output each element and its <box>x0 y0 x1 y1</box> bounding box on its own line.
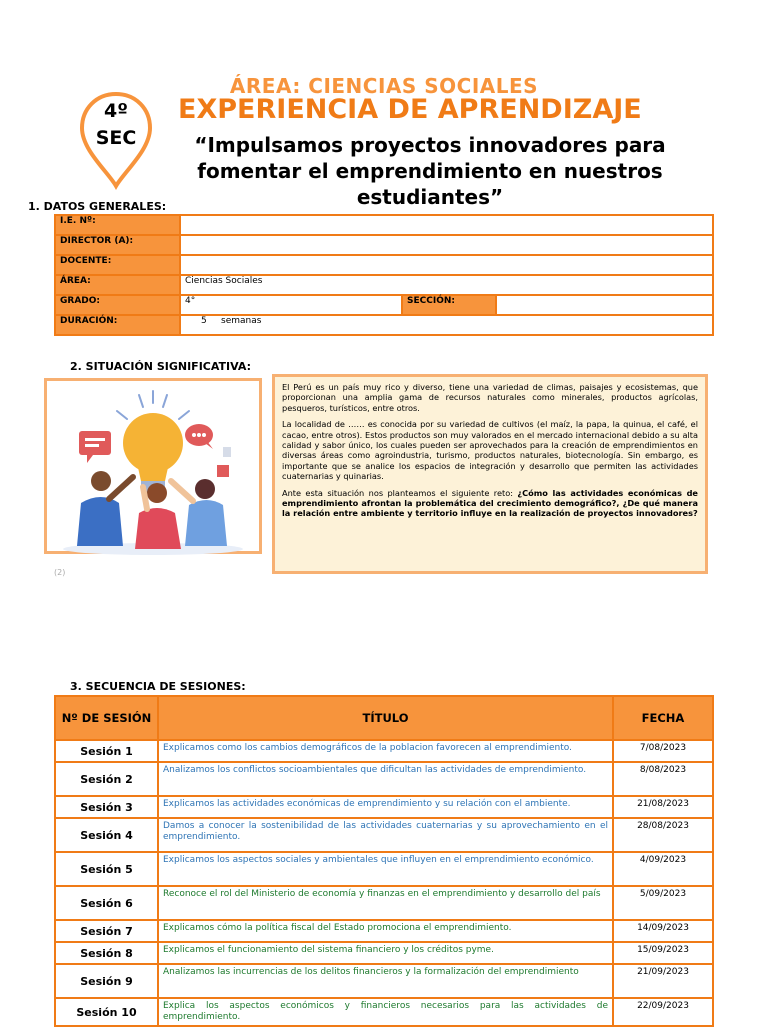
session-date: 8/08/2023 <box>613 762 713 796</box>
session-date: 4/09/2023 <box>613 852 713 886</box>
seccion-value <box>496 295 713 315</box>
session-date: 21/08/2023 <box>613 796 713 818</box>
table-row <box>55 796 713 818</box>
table-row <box>55 920 713 942</box>
situacion-paragraph-2: La localidad de …… es conocida por su variedad de cultivos (el maíz, la papa, la quinua, el café, el cacao, entre otros). Estos productos son muy valorados en el mercado internacional debido a su alta calidad y sabor único, los cuales pueden ser aprovechados para la creación de emprendimientos en diversas áreas como agroindustria, turismo, productos naturales, biotecnología. Sin embargo, es importante que se analice los espacios de integración y desarrollo que permiten las actividades cuaternarias y quinarias. <box>282 419 698 482</box>
table-row <box>55 295 713 315</box>
grade-badge-level: SEC <box>95 127 137 149</box>
situacion-text-box <box>272 374 708 574</box>
lightbulb-team-icon <box>47 381 259 551</box>
session-name: Sesión 1 <box>55 740 158 762</box>
table-row <box>55 818 713 852</box>
reto-question: ¿Cómo las actividades económicas de emprendimiento afrontan la problemática del crecimiento demográfico?, ¿De qué manera la relación entre ambiente y territorio influye en la realización de proyectos innovadores? <box>282 487 698 519</box>
session-title: Explicamos cómo la política fiscal del Estado promociona el emprendimiento. <box>158 920 613 942</box>
table-row <box>55 215 713 235</box>
sesiones-body <box>55 740 713 1026</box>
ie-label: I.E. Nº: <box>55 215 180 235</box>
session-name: Sesión 5 <box>55 852 158 886</box>
reto-intro: Ante esta situación nos planteamos el siguiente reto: <box>282 487 518 498</box>
area-label: ÁREA: <box>55 275 180 295</box>
session-title: Explicamos las actividades económicas de emprendimiento y su relación con el ambiente. <box>158 796 613 818</box>
col-session-header: Nº DE SESIÓN <box>55 696 158 740</box>
sesiones-table <box>54 695 714 1027</box>
director-label: DIRECTOR (A): <box>55 235 180 255</box>
session-title: Explica los aspectos económicos y financieros necesarios para las actividades de emprendimiento. <box>158 998 613 1026</box>
session-date: 7/08/2023 <box>613 740 713 762</box>
session-title: Explicamos como los cambios demográficos de la poblacion favorecen al emprendimiento. <box>158 740 613 762</box>
session-date: 5/09/2023 <box>613 886 713 920</box>
table-row <box>55 942 713 964</box>
session-title: Reconoce el rol del Ministerio de economía y finanzas en el emprendimiento y desarrollo del país <box>158 886 613 920</box>
session-name: Sesión 9 <box>55 964 158 998</box>
table-row <box>55 235 713 255</box>
table-row <box>55 998 713 1026</box>
session-title: Explicamos el funcionamiento del sistema financiero y los créditos pyme. <box>158 942 613 964</box>
ie-value <box>180 215 713 235</box>
session-title: Explicamos los aspectos sociales y ambientales que influyen en el emprendimiento económico. <box>158 852 613 886</box>
session-date: 15/09/2023 <box>613 942 713 964</box>
experience-subtitle: “Impulsamos proyectos innovadores para fomentar el emprendimiento en nuestros estudiantes” <box>194 133 666 209</box>
situacion-heading: 2. SITUACIÓN SIGNIFICATIVA: <box>70 360 252 373</box>
session-name: Sesión 6 <box>55 886 158 920</box>
area-value: Ciencias Sociales <box>180 275 713 295</box>
table-row <box>55 740 713 762</box>
seccion-label: SECCIÓN: <box>402 295 496 315</box>
situacion-paragraph-3 <box>282 488 698 519</box>
area-title: ÁREA: CIENCIAS SOCIALES <box>229 74 539 98</box>
grade-badge <box>78 98 154 152</box>
session-date: 21/09/2023 <box>613 964 713 998</box>
docente-label: DOCENTE: <box>55 255 180 275</box>
duracion-value: 5 semanas <box>180 315 713 335</box>
session-title: Analizamos los conflictos socioambientales que dificultan las actividades de emprendimiento. <box>158 762 613 796</box>
session-name: Sesión 8 <box>55 942 158 964</box>
table-row <box>55 255 713 275</box>
grade-badge-number: 4º <box>104 100 128 122</box>
grado-value: 4° <box>180 295 402 315</box>
table-row <box>55 762 713 796</box>
illustration-caption: (2) <box>54 568 66 577</box>
session-date: 22/09/2023 <box>613 998 713 1026</box>
session-title: Damos a conocer la sostenibilidad de las actividades cuaternarias y su aprovechamiento en el emprendimiento. <box>158 818 613 852</box>
situacion-paragraph-1: El Perú es un país muy rico y diverso, tiene una variedad de climas, paisajes y ecosistemas, que proporcionan una amplia gama de recursos naturales como minerales, productos agrícolas, pesqueros, turísticos, entre otros. <box>282 382 698 413</box>
session-date: 14/09/2023 <box>613 920 713 942</box>
table-row <box>55 964 713 998</box>
session-date: 28/08/2023 <box>613 818 713 852</box>
datos-table <box>54 214 714 336</box>
session-name: Sesión 4 <box>55 818 158 852</box>
grado-label: GRADO: <box>55 295 180 315</box>
innovation-team-illustration <box>44 378 262 554</box>
col-title-header: TÍTULO <box>158 696 613 740</box>
table-row <box>55 315 713 335</box>
sesiones-heading: 3. SECUENCIA DE SESIONES: <box>70 680 246 693</box>
session-name: Sesión 3 <box>55 796 158 818</box>
duracion-label: DURACIÓN: <box>55 315 180 335</box>
session-name: Sesión 10 <box>55 998 158 1026</box>
datos-heading: 1. DATOS GENERALES: <box>28 200 167 213</box>
experience-title: EXPERIENCIA DE APRENDIZAJE <box>178 94 642 125</box>
director-value <box>180 235 713 255</box>
table-header-row <box>55 696 713 740</box>
session-title: Analizamos las incurrencias de los delitos financieros y la formalización del emprendimiento <box>158 964 613 998</box>
table-row <box>55 886 713 920</box>
table-row <box>55 852 713 886</box>
docente-value <box>180 255 713 275</box>
session-name: Sesión 2 <box>55 762 158 796</box>
session-name: Sesión 7 <box>55 920 158 942</box>
col-date-header: FECHA <box>613 696 713 740</box>
table-row <box>55 275 713 295</box>
